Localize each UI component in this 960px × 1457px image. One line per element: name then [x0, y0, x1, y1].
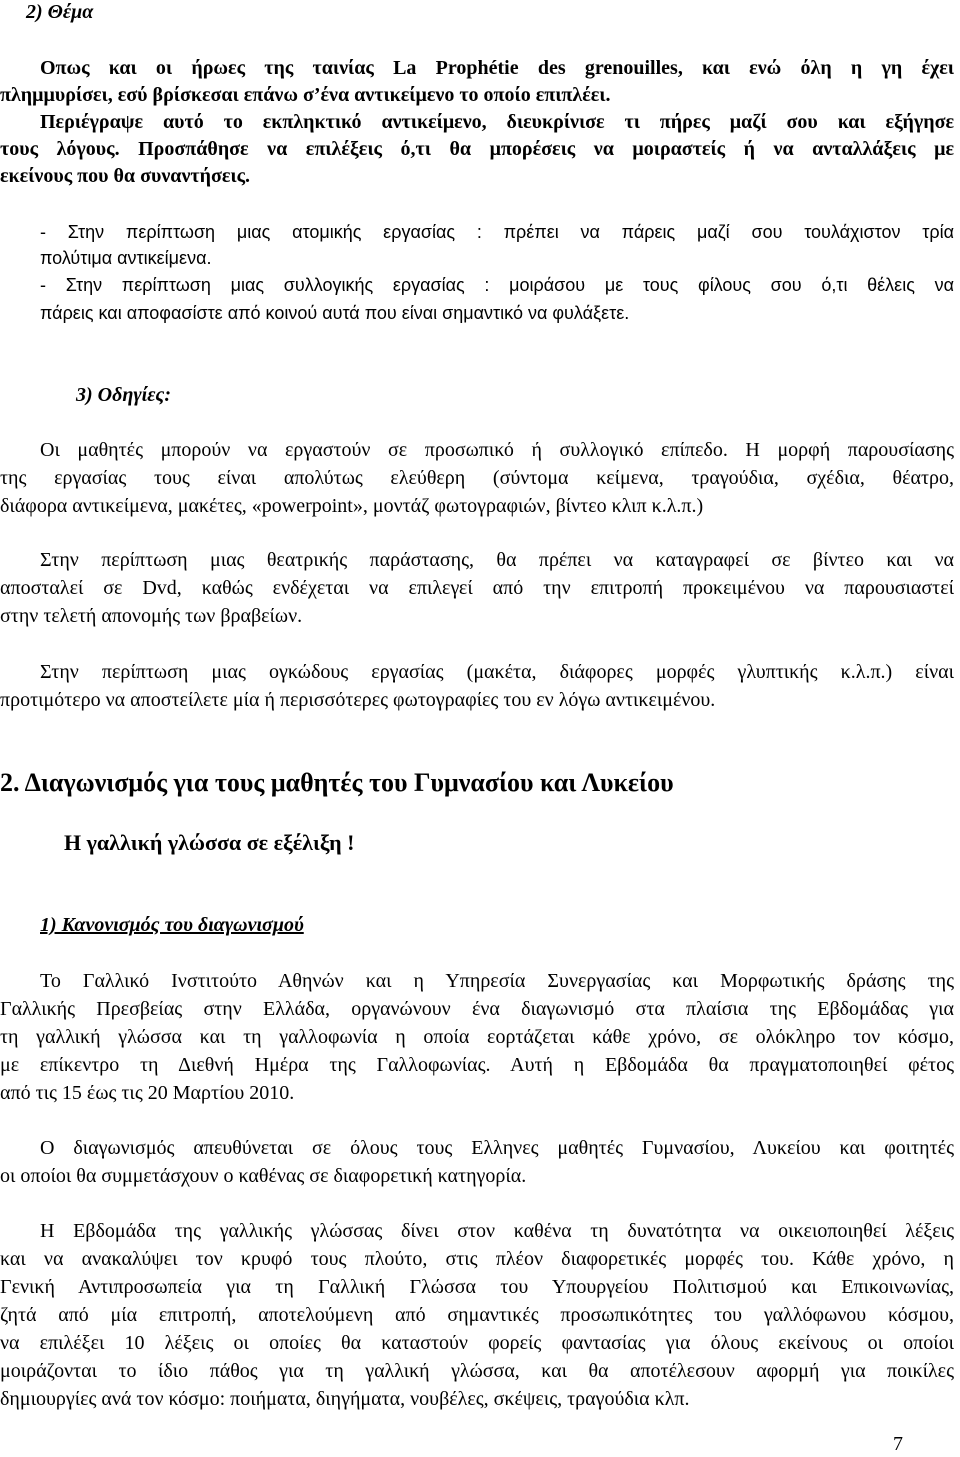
- heading-instructions: 3) Οδηγίες:: [76, 384, 171, 406]
- instructions-line: αποσταλεί σε Dvd, καθώς ενδέχεται να επιλεγεί από την επιτροπή προκειμένου να παρουσιαστεί: [0, 577, 954, 599]
- bullet-line: - Στην περίπτωση μιας συλλογικής εργασίας : μοιράσου με τους φίλους σου ό,τι θέλεις να: [40, 275, 954, 295]
- section-subtitle: Η γαλλική γλώσσα σε εξέλιξη !: [64, 830, 355, 855]
- page-number: 7: [893, 1433, 903, 1455]
- theme-para-line: Περιέγραψε αυτό το εκπληκτικό αντικείμενο, διευκρίνισε τι πήρες μαζί σου και εξήγησε: [40, 111, 954, 133]
- section-title: 2. Διαγωνισμός για τους μαθητές του Γυμνασίου και Λυκείου: [0, 768, 674, 797]
- rules-line: τη γαλλική γλώσσα και τη γαλλοφωνία η οποία εορτάζεται κάθε χρόνο, σε ολόκληρο τον κόσμο,: [0, 1026, 954, 1048]
- instructions-line: Στην περίπτωση μιας θεατρικής παράστασης, θα πρέπει να καταγραφεί σε βίντεο και να: [40, 549, 954, 571]
- rules-line: από τις 15 έως τις 20 Μαρτίου 2010.: [0, 1082, 295, 1104]
- rules-line: με επίκεντρο τη Διεθνή Ημέρα της Γαλλοφωνίας. Αυτή η Εβδομάδα θα πραγματοποιηθεί φέτος: [0, 1054, 954, 1076]
- rules-line: Γαλλικής Πρεσβείας στην Ελλάδα, οργανώνουν ένα διαγωνισμό στα πλαίσια της Εβδομάδας για: [0, 998, 954, 1020]
- instructions-line: Οι μαθητές μπορούν να εργαστούν σε προσωπικό ή συλλογικό επίπεδο. Η μορφή παρουσίασης: [40, 439, 954, 461]
- rules-line: να επιλέξει 10 λέξεις οι οποίες θα καταστούν φορείς φαντασίας για όλους εκείνους οι οποίοι: [0, 1332, 954, 1354]
- instructions-line: της εργασίας τους είναι απολύτως ελεύθερη (σύντομα κείμενα, τραγούδια, σχέδια, θέατρο,: [0, 467, 954, 489]
- instructions-line: προτιμότερο να αποστείλετε μία ή περισσότερες φωτογραφίες του εν λόγω αντικειμένου.: [0, 689, 716, 711]
- rules-line: Γενική Αντιπροσωπεία για τη Γαλλική Γλώσσα του Υπουργείου Πολιτισμού και Επικοινωνίας,: [0, 1276, 954, 1298]
- theme-para-line: πλημμυρίσει, εσύ βρίσκεσαι επάνω σ’ένα αντικείμενο το οποίο επιπλέει.: [0, 84, 611, 106]
- instructions-line: Στην περίπτωση μιας ογκώδους εργασίας (μακέτα, διάφορες μορφές γλυπτικής κ.λ.π.) είναι: [40, 661, 954, 683]
- theme-para-line: τους λόγους. Προσπάθησε να επιλέξεις ό,τι θα μπορέσεις να μοιραστείς ή να ανταλλάξεις με: [0, 138, 954, 160]
- bullet-line: πάρεις και αποφασίστε από κοινού αυτά που είναι σημαντικό να φυλάξετε.: [40, 303, 630, 323]
- rules-line: και να ανακαλύψει τον κρυφό τους πλούτο, στις πλέον διαφορετικές μορφές του. Κάθε χρόνο, η: [0, 1248, 954, 1270]
- rules-line: ζητά από μία επιτροπή, αποτελούμενη από σημαντικές προσωπικότητες του γαλλόφωνου κόσμου,: [0, 1304, 954, 1326]
- instructions-line: διάφορα αντικείμενα, μακέτες, «powerpoint», μοντάζ φωτογραφιών, βίντεο κλιπ κ.λ.π.): [0, 495, 704, 517]
- rules-line: Η Εβδομάδα της γαλλικής γλώσσας δίνει στον καθένα τη δυνατότητα να οικειοποιηθεί λέξεις: [40, 1220, 954, 1242]
- theme-para-line: Οπως και οι ήρωες της ταινίας La Prophétie des grenouilles, και ενώ όλη η γη έχει: [40, 57, 954, 79]
- bullet-line: πολύτιμα αντικείμενα.: [40, 248, 212, 268]
- rules-line: Το Γαλλικό Ινστιτούτο Αθηνών και η Υπηρεσία Συνεργασίας και Μορφωτικής δράσης της: [40, 970, 954, 992]
- rules-line: μοιράζονται το ίδιο πάθος για τη γαλλική γλώσσα, και θα αποτέλεσουν αφορμή για ποικίλες: [0, 1360, 954, 1382]
- rules-line: Ο διαγωνισμός απευθύνεται σε όλους τους Ελληνες μαθητές Γυμνασίου, Λυκείου και φοιτητές: [40, 1137, 954, 1159]
- instructions-line: στην τελετή απονομής των βραβείων.: [0, 605, 303, 627]
- theme-para-line: εκείνους που θα συναντήσεις.: [0, 165, 251, 187]
- rules-line: οι οποίοι θα συμμετάσχουν ο καθένας σε διαφορετική κατηγορία.: [0, 1165, 527, 1187]
- heading-rules: 1) Κανονισμός του διαγωνισμού: [40, 914, 304, 936]
- bullet-line: - Στην περίπτωση μιας ατομικής εργασίας : πρέπει να πάρεις μαζί σου τουλάχιστον τρία: [40, 222, 954, 242]
- rules-line: δημιουργίες ανά τον κόσμο: ποιήματα, διηγήματα, νουβέλες, σκέψεις, τραγούδια κλπ.: [0, 1388, 690, 1410]
- heading-theme: 2) Θέμα: [26, 1, 94, 23]
